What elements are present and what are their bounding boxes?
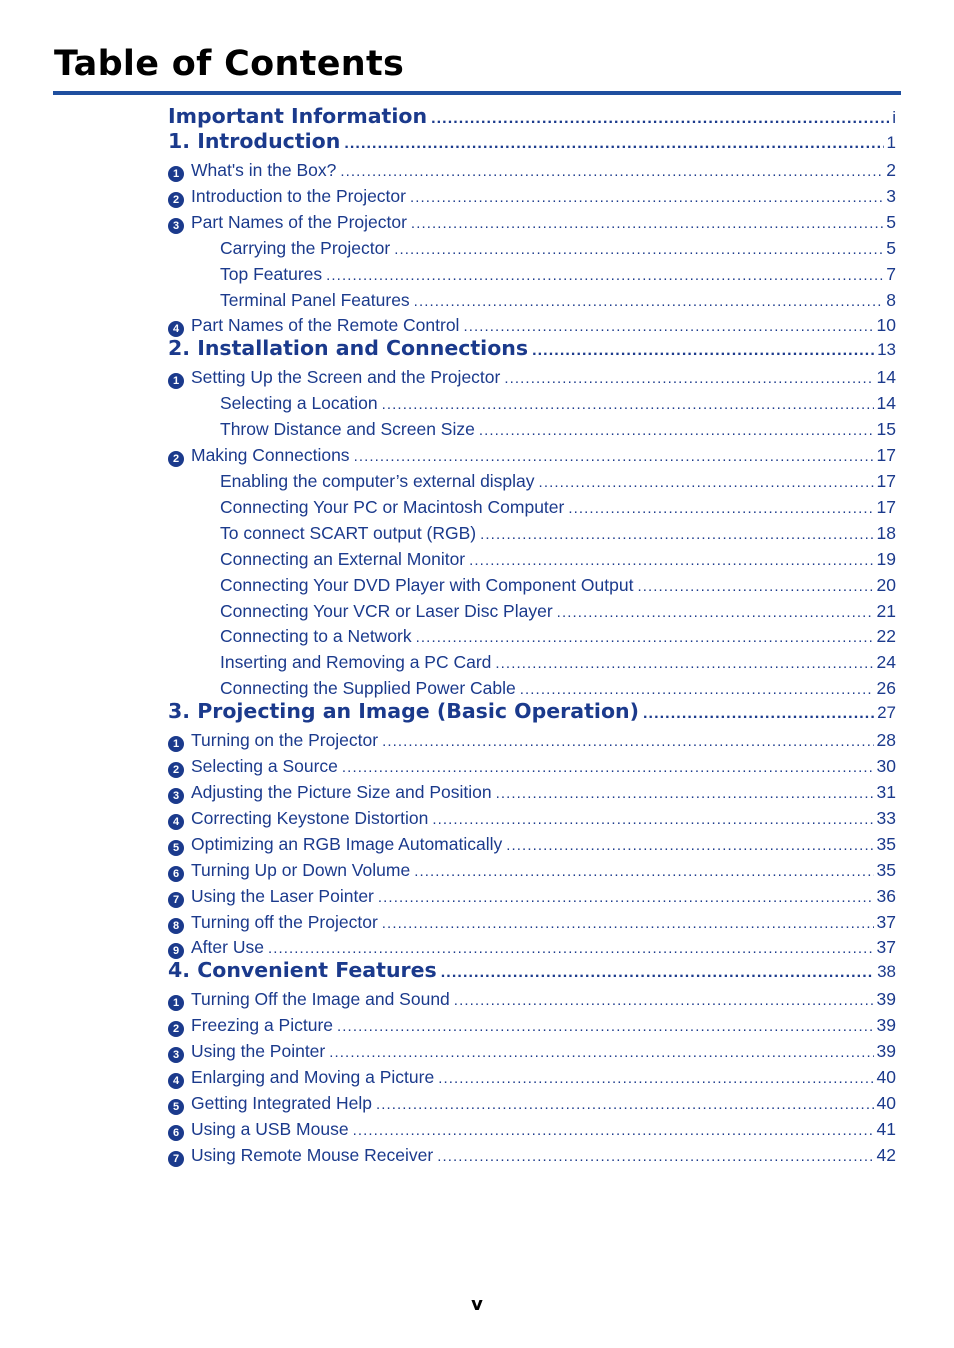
section-number-badge: 1: [168, 166, 184, 182]
toc-page-number: i: [892, 108, 896, 127]
section-number-badge: 1: [168, 995, 184, 1011]
section-number-badge: 6: [168, 1125, 184, 1141]
toc-entry[interactable]: [168, 601, 896, 625]
toc-page-number: 3: [886, 185, 896, 206]
dot-leader: [382, 733, 873, 750]
dot-leader: [568, 500, 873, 517]
dot-leader: [496, 785, 874, 802]
toc-page-number: 20: [876, 574, 896, 595]
toc-entry[interactable]: [168, 989, 896, 1013]
toc-page-number: 21: [876, 600, 896, 621]
toc-page-number: 26: [876, 678, 896, 699]
dot-leader: [438, 1070, 873, 1087]
toc-label: Turning Off the Image and Sound: [191, 989, 450, 1010]
toc-page-number: 39: [876, 1015, 896, 1036]
toc-page-number: 1: [886, 133, 896, 152]
toc-page-number: 28: [876, 730, 896, 751]
toc-label: Setting Up the Screen and the Projector: [191, 367, 501, 388]
toc-entry[interactable]: [168, 652, 896, 676]
toc-page-number: 40: [876, 1067, 896, 1088]
toc-label: Carrying the Projector: [220, 237, 391, 258]
toc-label: Top Features: [220, 263, 323, 284]
toc-label: Connecting the Supplied Power Cable: [220, 678, 516, 699]
toc-label: Connecting an External Monitor: [220, 548, 466, 569]
toc-entry[interactable]: [168, 393, 896, 417]
toc-page-number: 13: [877, 340, 896, 360]
section-number-badge: 2: [168, 762, 184, 778]
toc-page-number: 41: [876, 1118, 896, 1139]
section-number-badge: 8: [168, 918, 184, 934]
toc-entry[interactable]: [168, 912, 896, 936]
dot-leader: [411, 215, 883, 232]
toc-label: Connecting Your PC or Macintosh Computer: [220, 496, 565, 517]
section-number-badge: 1: [168, 373, 184, 389]
toc-page-number: 18: [876, 522, 896, 543]
toc-page-number: 37: [876, 937, 896, 958]
toc-label: Connecting to a Network: [220, 626, 412, 647]
toc-page-number: 38: [877, 962, 896, 982]
dot-leader: [506, 837, 873, 854]
toc-label: Introduction to the Projector: [191, 185, 406, 206]
toc-page-number: 7: [886, 263, 896, 284]
toc-chapter[interactable]: [168, 129, 896, 159]
toc-page-number: 24: [876, 652, 896, 673]
toc-entry[interactable]: [168, 523, 896, 547]
toc-entry[interactable]: [168, 886, 896, 910]
toc-label: Using the Pointer: [191, 1041, 326, 1062]
section-number-badge: 3: [168, 788, 184, 804]
toc-label: Making Connections: [191, 445, 350, 466]
dot-leader: [469, 552, 873, 569]
toc-label: Getting Integrated Help: [191, 1093, 372, 1113]
dot-leader: [431, 110, 889, 128]
dot-leader: [480, 526, 873, 543]
toc-label: Freezing a Picture: [191, 1015, 334, 1036]
section-number-badge: 4: [168, 814, 184, 830]
section-number-badge: 5: [168, 840, 184, 856]
section-number-badge: 2: [168, 451, 184, 467]
toc-page-number: 14: [876, 393, 896, 414]
toc-page-number: 5: [886, 237, 896, 258]
toc-page-number: 17: [876, 496, 896, 517]
dot-leader: [643, 705, 874, 723]
toc-label: 3. Projecting an Image (Basic Operation): [168, 699, 639, 724]
section-number-badge: 4: [168, 1073, 184, 1089]
dot-leader: [329, 1044, 873, 1061]
dot-leader: [353, 1122, 874, 1139]
section-number-badge: 2: [168, 192, 184, 208]
toc-page-number: 35: [876, 833, 896, 854]
dot-leader: [637, 578, 873, 595]
dot-leader: [520, 681, 874, 698]
toc-entry[interactable]: [168, 1119, 896, 1143]
section-number-badge: 3: [168, 218, 184, 234]
toc-label: Correcting Keystone Distortion: [191, 807, 429, 828]
toc-entry[interactable]: [168, 1067, 896, 1091]
page-title: Table of Contents: [54, 44, 405, 84]
dot-leader: [414, 293, 884, 310]
section-number-badge: 4: [168, 321, 184, 337]
dot-leader: [268, 940, 874, 957]
dot-leader: [504, 370, 873, 387]
toc-label: After Use: [191, 937, 264, 958]
page-number: v: [471, 1294, 483, 1315]
toc-entry[interactable]: [168, 626, 896, 650]
toc-label: Connecting Your DVD Player with Component Output: [220, 574, 634, 595]
toc-page-number: 22: [876, 626, 896, 647]
dot-leader: [479, 422, 874, 439]
dot-leader: [532, 342, 874, 360]
toc-label: Enabling the computer’s external display: [220, 471, 535, 491]
dot-leader: [342, 759, 874, 776]
toc-label: Adjusting the Picture Size and Position: [191, 782, 492, 802]
dot-leader: [410, 189, 883, 206]
toc-page-number: 19: [876, 548, 896, 569]
toc-page-number: 39: [876, 989, 896, 1010]
toc-label: Selecting a Location: [220, 393, 378, 414]
toc-page-number: 17: [876, 445, 896, 466]
toc-label: To connect SCART output (RGB): [220, 522, 477, 543]
toc-entry[interactable]: [168, 290, 896, 314]
section-number-badge: 5: [168, 1099, 184, 1115]
toc-entry[interactable]: [168, 834, 896, 858]
toc-page-number: 5: [886, 211, 896, 232]
toc-page-number: 2: [886, 160, 896, 180]
section-number-badge: 6: [168, 866, 184, 882]
toc-label: 2. Installation and Connections: [168, 336, 529, 361]
dot-leader: [454, 992, 874, 1009]
dot-leader: [337, 1018, 874, 1035]
toc-label: Turning on the Projector: [191, 730, 379, 751]
toc-page-number: 30: [876, 756, 896, 777]
dot-leader: [414, 863, 873, 880]
toc-entry[interactable]: [168, 264, 896, 288]
dot-leader: [463, 318, 873, 335]
dot-leader: [326, 267, 883, 284]
title-rule: [53, 91, 901, 95]
toc-entry[interactable]: [168, 756, 896, 780]
toc-label: Using a USB Mouse: [191, 1118, 349, 1139]
toc-page-number: 14: [876, 367, 896, 388]
toc-page-number: 42: [876, 1144, 896, 1165]
toc-label: Important Information: [168, 104, 428, 128]
dot-leader: [441, 964, 874, 982]
toc-label: Inserting and Removing a PC Card: [220, 652, 492, 673]
toc-entry[interactable]: [168, 549, 896, 573]
toc-entry[interactable]: [168, 782, 896, 806]
dot-leader: [340, 163, 883, 180]
toc-chapter[interactable]: [168, 336, 896, 366]
toc-page-number: 15: [876, 419, 896, 440]
toc-page-number: 39: [876, 1041, 896, 1062]
section-number-badge: 1: [168, 736, 184, 752]
toc-page-number: 8: [886, 289, 896, 310]
toc-page-number: 33: [876, 807, 896, 828]
toc-label: 4. Convenient Features: [168, 958, 437, 983]
dot-leader: [539, 474, 874, 491]
toc-entry[interactable]: [168, 471, 896, 495]
toc-label: Part Names of the Remote Control: [191, 315, 460, 336]
section-number-badge: 9: [168, 943, 184, 959]
toc-entry[interactable]: [168, 367, 896, 391]
toc-entry[interactable]: [168, 1015, 896, 1039]
section-number-badge: 7: [168, 892, 184, 908]
toc-label: Part Names of the Projector: [191, 211, 407, 232]
toc-chapter[interactable]: [168, 958, 896, 988]
toc-label: Selecting a Source: [191, 756, 338, 777]
toc-entry[interactable]: [168, 1145, 896, 1169]
dot-leader: [344, 135, 883, 153]
toc-label: Using the Laser Pointer: [191, 885, 374, 906]
dot-leader: [437, 1148, 873, 1165]
toc-entry[interactable]: [168, 497, 896, 521]
toc-label: Enlarging and Moving a Picture: [191, 1067, 435, 1088]
toc-entry[interactable]: [168, 160, 896, 184]
dot-leader: [416, 629, 874, 646]
toc-chapter[interactable]: [168, 699, 896, 729]
toc-entry[interactable]: [168, 238, 896, 262]
toc-entry[interactable]: [168, 1041, 896, 1065]
dot-leader: [376, 1096, 874, 1113]
dot-leader: [495, 655, 873, 672]
toc-entry[interactable]: [168, 419, 896, 443]
toc-label: Throw Distance and Screen Size: [220, 419, 475, 440]
toc-page-number: 31: [876, 782, 896, 802]
toc-label: Turning Up or Down Volume: [191, 859, 411, 880]
toc-page-number: 37: [876, 911, 896, 932]
toc-label: 1. Introduction: [168, 129, 341, 153]
toc-page-number: 36: [876, 885, 896, 906]
dot-leader: [394, 241, 883, 258]
dot-leader: [354, 448, 874, 465]
toc-entry[interactable]: [168, 730, 896, 754]
section-number-badge: 3: [168, 1047, 184, 1063]
section-number-badge: 2: [168, 1021, 184, 1037]
dot-leader: [382, 915, 874, 932]
toc-label: Optimizing an RGB Image Automatically: [191, 833, 503, 854]
toc-entry[interactable]: [168, 445, 896, 469]
dot-leader: [432, 811, 873, 828]
toc-label: What's in the Box?: [191, 160, 337, 180]
toc-label: Using Remote Mouse Receiver: [191, 1144, 434, 1165]
toc-entry[interactable]: [168, 212, 896, 236]
dot-leader: [382, 396, 874, 413]
toc-page-number: 10: [876, 315, 896, 336]
toc-entry[interactable]: [168, 186, 896, 210]
toc-label: Terminal Panel Features: [220, 289, 410, 310]
toc-entry[interactable]: [168, 575, 896, 599]
toc-page-number: 17: [876, 471, 896, 491]
dot-leader: [557, 604, 874, 621]
toc-entry[interactable]: [168, 1093, 896, 1117]
toc-label: Connecting Your VCR or Laser Disc Player: [220, 600, 553, 621]
toc-label: Turning off the Projector: [191, 911, 378, 932]
toc-page-number: 40: [876, 1093, 896, 1113]
toc-page-number: 35: [876, 859, 896, 880]
toc-entry[interactable]: [168, 808, 896, 832]
dot-leader: [378, 889, 874, 906]
section-number-badge: 7: [168, 1151, 184, 1167]
toc-entry[interactable]: [168, 860, 896, 884]
toc-page-number: 27: [877, 703, 896, 723]
